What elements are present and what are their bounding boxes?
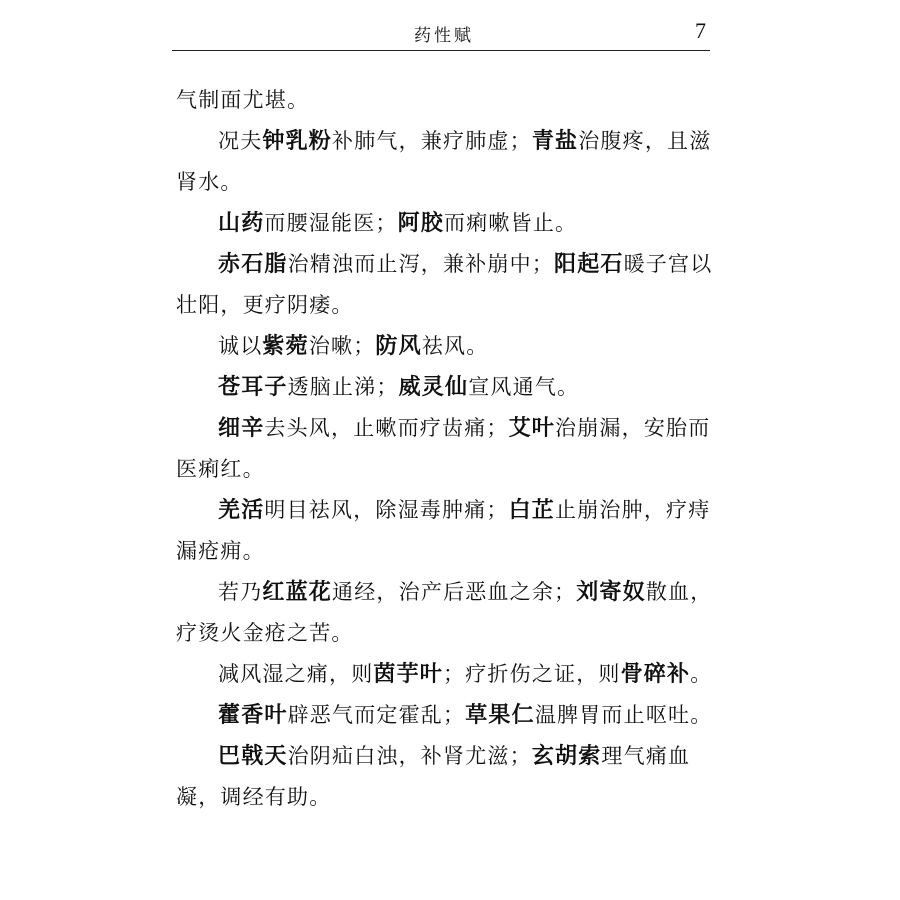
text-segment: 理气痛血凝，调经有助。	[176, 744, 691, 809]
herb-name: 草果仁	[465, 702, 535, 728]
herb-name: 阿胶	[397, 210, 445, 236]
herb-name: 威灵仙	[398, 374, 469, 400]
text-segment: 温脾胃而止呕吐。	[534, 703, 713, 727]
text-segment: 而痢嗽皆止。	[444, 211, 578, 235]
herb-name: 紫菀	[262, 333, 309, 359]
herb-name: 山药	[218, 210, 265, 236]
text-segment: 宣风通气。	[468, 375, 580, 399]
paragraph	[176, 203, 716, 244]
text-segment: 通经，治产后恶血之余；	[332, 580, 577, 604]
text-segment: 。	[690, 662, 713, 686]
paragraph	[176, 572, 716, 654]
herb-name: 骨碎补	[620, 661, 691, 687]
text-segment: 明目祛风，除湿毒肿痛；	[264, 498, 509, 522]
herb-name: 艾叶	[508, 415, 556, 441]
text-segment: 若乃	[218, 580, 263, 604]
paragraph	[176, 367, 716, 408]
paragraph	[176, 244, 716, 326]
paragraph	[176, 736, 716, 818]
paragraph	[176, 695, 716, 736]
text-segment: 治崩漏，安胎而医痢红。	[176, 416, 711, 481]
text-segment: 治精浊而止泻，兼补崩中；	[287, 252, 555, 276]
herb-name: 红蓝花	[262, 579, 333, 605]
herb-name: 细辛	[218, 415, 265, 441]
body-text	[176, 80, 716, 818]
header-title: 药性赋	[414, 26, 474, 46]
paragraph	[176, 654, 716, 695]
text-segment: 补肺气，兼疗肺虚；	[332, 129, 532, 153]
text-segment: 况夫	[218, 129, 263, 153]
herb-name: 阳起石	[554, 251, 624, 277]
text-segment: 去头风，止嗽而疗齿痛；	[264, 416, 509, 440]
paragraph	[176, 121, 716, 203]
herb-name: 巴戟天	[218, 743, 288, 769]
text-segment: 治阴疝白浊，补肾尤滋；	[287, 744, 532, 768]
herb-name: 赤石脂	[218, 251, 288, 277]
text-segment: 祛风。	[421, 334, 489, 358]
text-segment: 诚以	[218, 334, 263, 358]
herb-name: 玄胡索	[531, 743, 602, 769]
herb-name: 羌活	[218, 497, 265, 523]
paragraph	[176, 408, 716, 490]
text-segment: 治嗽；	[308, 334, 376, 358]
text-segment: 而腰湿能医；	[264, 211, 398, 235]
herb-name: 苍耳子	[218, 374, 288, 400]
text-segment: ；疗折伤之证，则	[443, 662, 621, 686]
text-segment: 辟恶气而定霍乱；	[287, 703, 466, 727]
herb-name: 钟乳粉	[262, 128, 333, 154]
paragraph	[176, 80, 716, 121]
herb-name: 刘寄奴	[576, 579, 646, 605]
herb-name: 藿香叶	[218, 702, 288, 728]
running-header	[172, 18, 710, 51]
text-segment: 暖子宫以壮阳，更疗阴痿。	[176, 252, 713, 317]
page-number: 7	[695, 18, 706, 43]
text-segment: 气制面尤堪。	[176, 88, 310, 112]
text-segment: 散血，疗烫火金疮之苦。	[176, 580, 713, 645]
text-segment: 治腹疼，且滋肾水。	[176, 129, 712, 194]
herb-name: 白芷	[508, 497, 556, 523]
paragraph	[176, 326, 716, 367]
text-segment: 透脑止涕；	[287, 375, 399, 399]
text-segment: 止崩治肿，疗痔漏疮痈。	[176, 498, 711, 563]
paragraph	[176, 490, 716, 572]
herb-name: 青盐	[531, 128, 579, 154]
herb-name: 防风	[375, 333, 422, 359]
text-segment: 减风湿之痛，则	[218, 662, 374, 686]
herb-name: 茵芋叶	[373, 661, 444, 687]
